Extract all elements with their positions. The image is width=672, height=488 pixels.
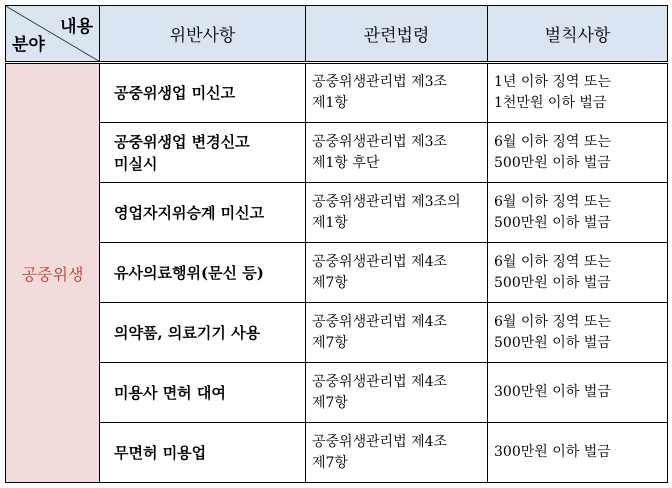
violation-line: 무면허 미용업 <box>114 443 207 462</box>
law-line: 공중위생관리법 제4조 <box>312 253 448 270</box>
law-cell <box>306 303 488 363</box>
law-cell <box>306 363 488 423</box>
law-line: 공중위생관리법 제4조 <box>312 433 448 450</box>
violation-cell <box>100 183 306 243</box>
law-cell <box>306 183 488 243</box>
header-corner-cell <box>6 6 100 63</box>
penalty-cell <box>488 363 668 423</box>
violation-cell <box>100 303 306 363</box>
violation-line: 의약품, 의료기기 사용 <box>114 323 261 342</box>
header-law: 관련법령 <box>306 6 488 63</box>
violation-line: 미용사 면허 대여 <box>114 383 226 402</box>
penalty-line: 300만원 이하 벌금 <box>494 444 611 460</box>
table-row <box>6 183 668 243</box>
penalty-line: 300만원 이하 벌금 <box>494 384 611 400</box>
penalty-line: 1년 이하 징역 또는 <box>494 74 611 90</box>
law-line: 공중위생관리법 제3조의 <box>312 193 461 210</box>
field-cell: 공중위생 <box>6 63 100 483</box>
law-line: 제7항 <box>312 334 348 351</box>
header-corner-field: 분야 <box>12 35 45 55</box>
law-line: 제1항 <box>312 214 348 231</box>
header-row <box>6 6 668 63</box>
penalty-line: 500만원 이하 벌금 <box>494 214 611 231</box>
penalty-line: 6월 이하 징역 또는 <box>494 253 611 270</box>
table-row <box>6 423 668 483</box>
penalty-cell <box>488 63 668 123</box>
violation-line: 공중위생업 변경신고 <box>114 132 250 151</box>
law-cell <box>306 243 488 303</box>
law-line: 공중위생관리법 제3조 <box>312 74 448 90</box>
violation-cell <box>100 123 306 183</box>
violation-line: 공중위생업 미신고 <box>114 84 236 102</box>
violation-cell <box>100 243 306 303</box>
penalty-cell <box>488 303 668 363</box>
law-line: 제7항 <box>312 274 348 291</box>
law-line: 공중위생관리법 제3조 <box>312 133 448 150</box>
violation-cell <box>100 63 306 123</box>
header-penalty: 벌칙사항 <box>488 6 668 63</box>
table-wrapper <box>5 5 667 482</box>
penalty-line: 500만원 이하 벌금 <box>494 274 611 291</box>
violation-line: 유사의료행위(문신 등) <box>114 263 264 282</box>
penalty-cell <box>488 183 668 243</box>
law-line: 공중위생관리법 제4조 <box>312 313 448 330</box>
penalty-line: 500만원 이하 벌금 <box>494 334 611 351</box>
violation-line: 영업자지위승계 미신고 <box>114 203 265 222</box>
law-line: 제7항 <box>312 454 348 471</box>
penalty-line: 6월 이하 징역 또는 <box>494 313 611 330</box>
law-line: 제1항 <box>312 95 348 111</box>
law-line: 제1항 후단 <box>312 154 380 171</box>
law-cell <box>306 63 488 123</box>
penalty-line: 6월 이하 징역 또는 <box>494 133 611 150</box>
penalty-line: 500만원 이하 벌금 <box>494 154 611 171</box>
table-row <box>6 243 668 303</box>
penalty-cell <box>488 423 668 483</box>
table-row <box>6 303 668 363</box>
penalty-line: 6월 이하 징역 또는 <box>494 193 611 210</box>
violation-cell <box>100 423 306 483</box>
law-cell <box>306 123 488 183</box>
penalty-line: 1천만원 이하 벌금 <box>494 95 607 111</box>
table-row <box>6 363 668 423</box>
violations-table <box>5 5 668 483</box>
penalty-cell <box>488 123 668 183</box>
violation-cell <box>100 363 306 423</box>
header-violation: 위반사항 <box>100 6 306 63</box>
law-line: 공중위생관리법 제4조 <box>312 373 448 390</box>
law-cell <box>306 423 488 483</box>
table-row <box>6 123 668 183</box>
header-corner-content: 내용 <box>60 17 93 37</box>
table-row <box>6 63 668 123</box>
penalty-cell <box>488 243 668 303</box>
law-line: 제7항 <box>312 394 348 411</box>
violation-line: 미실시 <box>114 154 158 173</box>
